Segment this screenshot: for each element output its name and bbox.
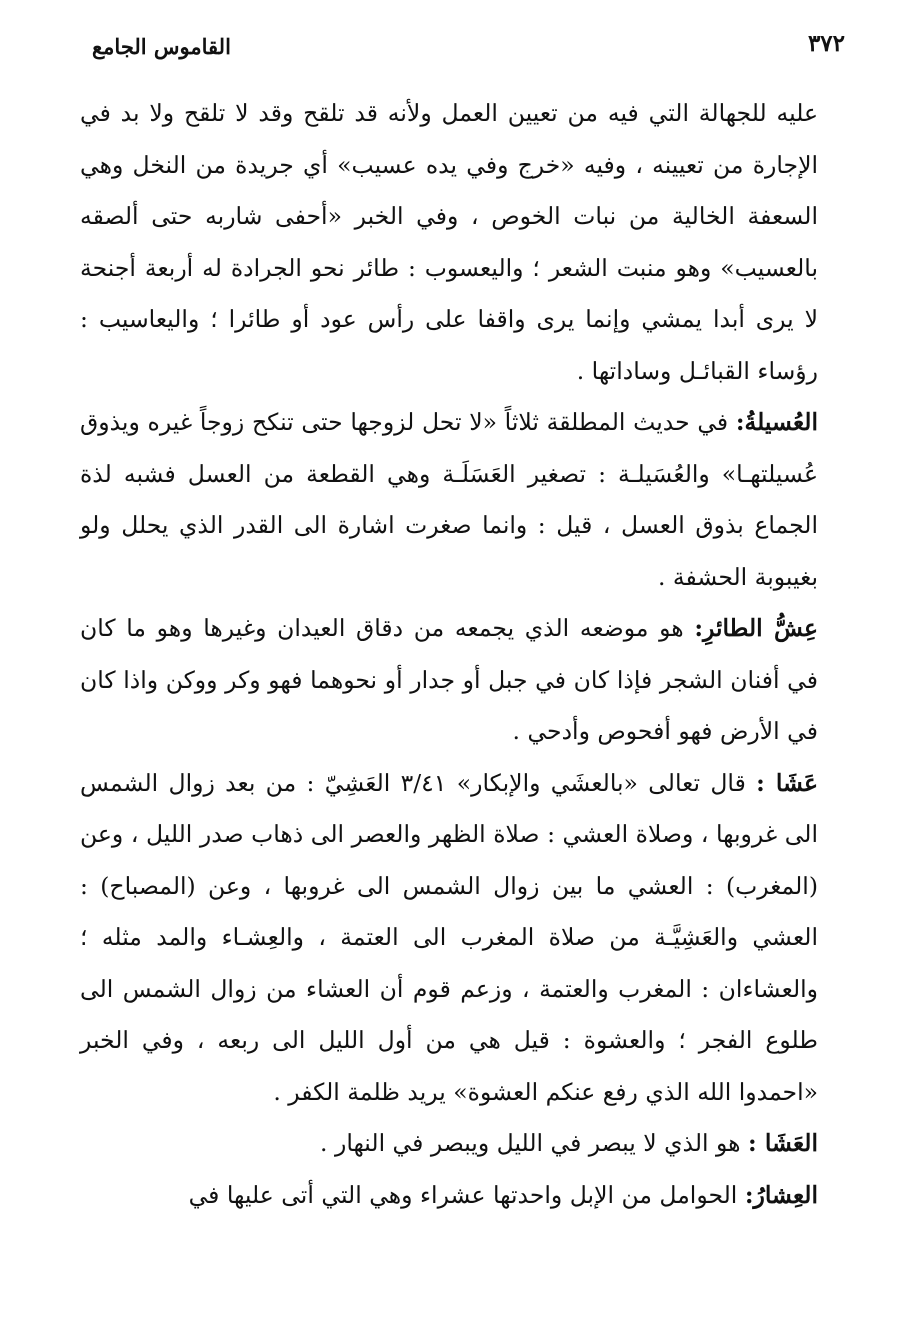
dictionary-entry-al-ishar bbox=[80, 1170, 818, 1222]
entry-text: في حديث المطلقة ثلاثاً «لا تحل لزوجها حتى تنكح زوجاً غيره ويذوق عُسيلتهـا» والعُسَيلـة : تصغير العَسَلَـة وهي القطعة من العسل فشبه لذة الجماع بذوق العسل ، قيل : وانما صغرت اشارة الى القدر الذي يحلل ولو بغيبوبة الحشفة . bbox=[80, 408, 818, 591]
entry-text: الحوامل من الإبل واحدتها عشراء وهي التي أتى عليها في bbox=[188, 1180, 745, 1209]
dictionary-entry-usayla bbox=[80, 397, 818, 603]
entry-headword: عَشَا : bbox=[756, 768, 818, 797]
entry-text: قال تعالى «بالعشَي والإبكار» ٣/٤١ العَشِيّ : من بعد زوال الشمس الى غروبها ، وصلاة العشي : صلاة الظهر والعصر الى ذهاب صدر الليل ، وعن (المغرب) : العشي ما بين زوال الشمس الى غروبها ، وعن (المصباح) : العشي والعَشِيَّـة من صلاة المغرب الى العتمة ، والعِشـاء والمد مثله ؛ والعشاءان : المغرب والعتمة ، وزعم قوم أن العشاء من زوال الشمس الى طلوع الفجر ؛ والعشوة : قيل هي من أول الليل الى ربعه ، وفي الخبر «احمدوا الله الذي رفع عنكم العشوة» يريد ظلمة الكفر . bbox=[80, 768, 818, 1106]
dictionary-body bbox=[80, 88, 818, 1221]
dictionary-entry-asha bbox=[80, 758, 818, 1119]
dictionary-entry-continuation bbox=[80, 88, 818, 397]
entry-text: هو موضعه الذي يجمعه من دقاق العيدان وغيرها وهو ما كان في أفنان الشجر فإذا كان في جبل أو جدار أو نحوهما فهو وكر ووكن واذا كان في الأرض فهو أفحوص وأدحي . bbox=[80, 614, 818, 745]
page-number: ٣٧٢ bbox=[807, 30, 845, 57]
entry-headword: العَشَا : bbox=[747, 1129, 818, 1157]
running-title: القاموس الجامع bbox=[92, 34, 231, 59]
entry-headword: العُسيلةُ: bbox=[735, 408, 818, 436]
dictionary-entry-al-asha bbox=[80, 1118, 818, 1170]
entry-headword: العِشارُ: bbox=[744, 1180, 818, 1209]
entry-text: عليه للجهالة التي فيه من تعيين العمل ولأنه قد تلقح وقد لا تلقح ولا بد في الإجارة من تعيينه ، وفيه «خرج وفي يده عسيب» أي جريدة من النخل وهي السعفة الخالية من نبات الخوص ، وفي الخبر «أحفى شاربه حتى ألصقه بالعسيب» وهو منبت الشعر ؛ واليعسوب : طائر نحو الجرادة له أربعة أجنحة لا يرى أبدا يمشي وإنما يرى واقفا على رأس عود أو طائرا ؛ واليعاسيب : رؤساء القبائـل وساداتها . bbox=[80, 99, 818, 385]
dictionary-entry-ish-al-tair bbox=[80, 603, 818, 758]
entry-text: هو الذي لا يبصر في الليل ويبصر في النهار . bbox=[320, 1129, 748, 1157]
entry-headword: عِشُّ الطائرِ: bbox=[694, 614, 818, 642]
